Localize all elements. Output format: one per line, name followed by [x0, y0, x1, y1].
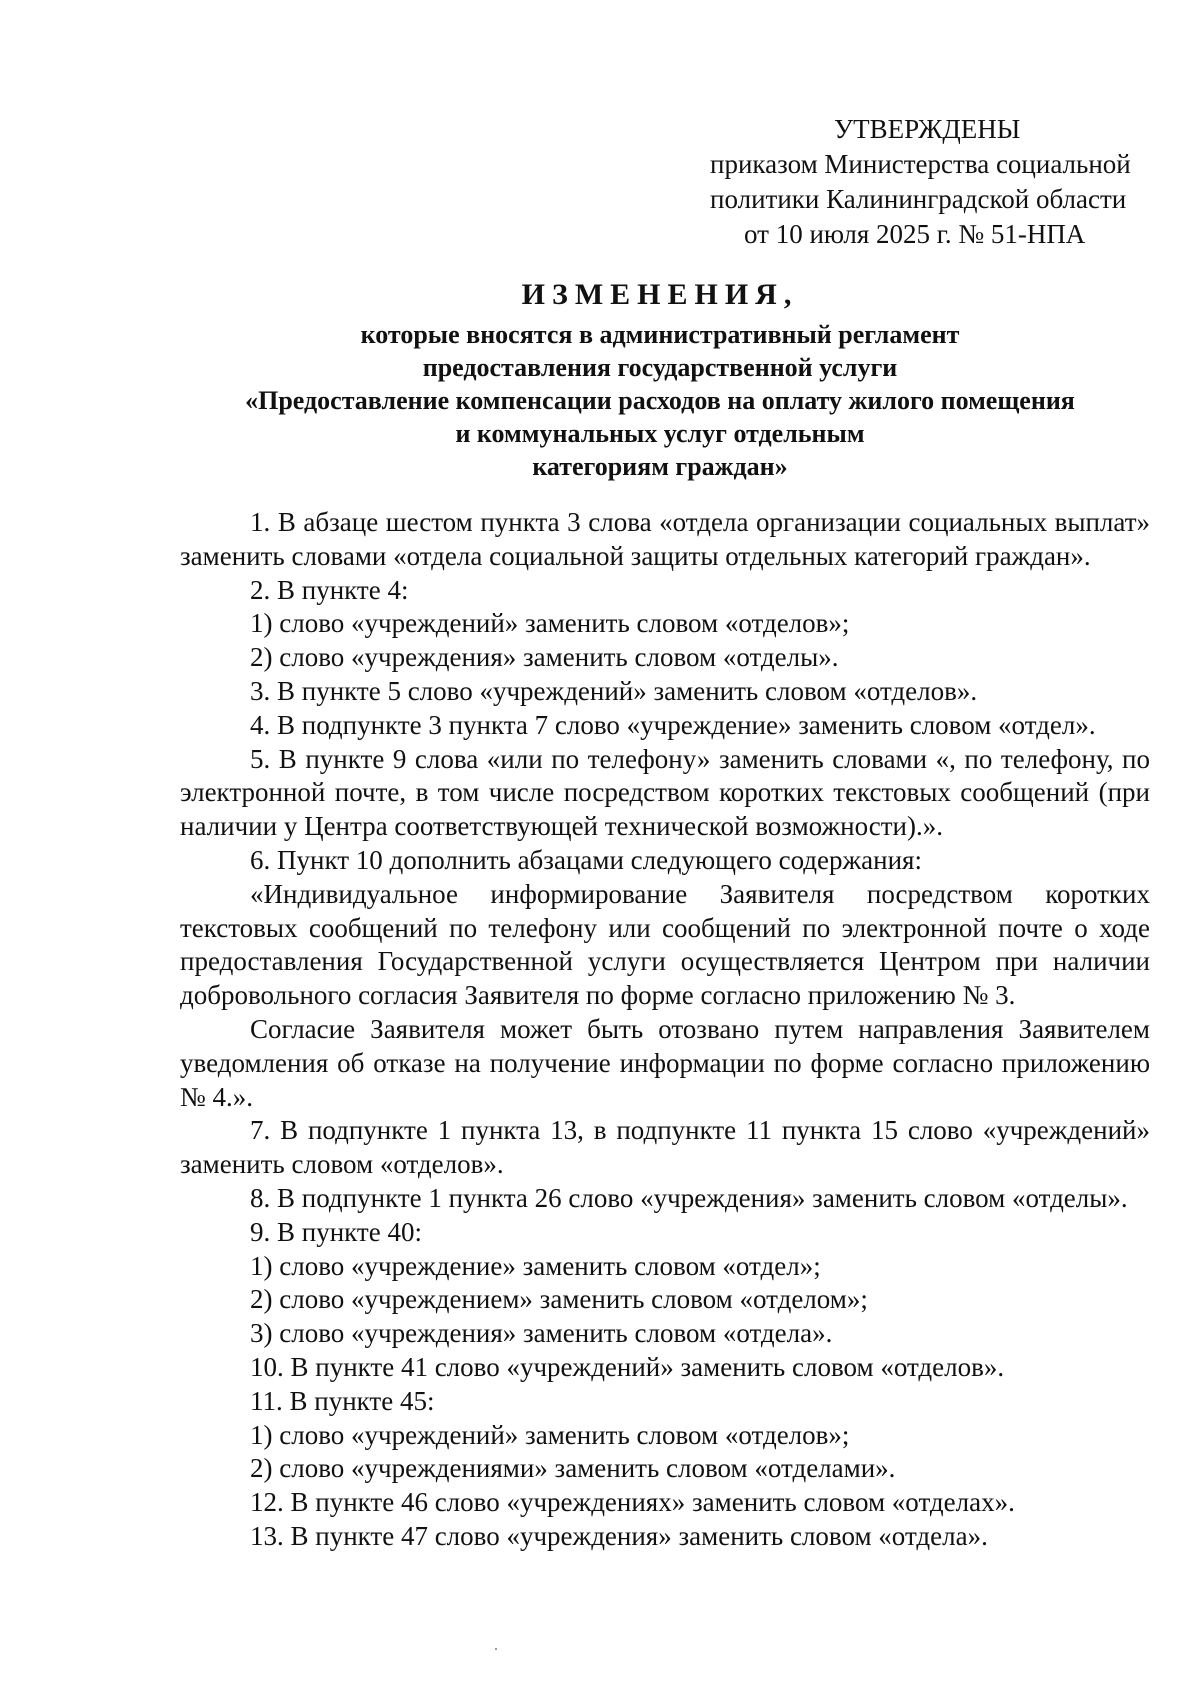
approval-ministry-line: политики Калининградской области	[710, 184, 1127, 214]
amendment-paragraph: 9. В пункте 40:	[250, 1216, 422, 1247]
amendment-paragraph: 5. В пункте 9 слова «или по телефону» заменить словами «, по телефону, по электронной почте, в том числе посредством коротких текстовых сообщений (при наличии у Центра соответствующей технической возможности).».	[180, 743, 1150, 842]
amendment-paragraph: 11. В пункте 45:	[250, 1385, 435, 1416]
document-subtitle-line: предоставления государственной услуги	[422, 353, 898, 382]
scan-speck	[495, 1648, 497, 1650]
document-subtitle-line: и коммунальных услуг отдельным	[455, 419, 865, 448]
amendment-subitem: 1) слово «учреждений» заменить словом «отделов»;	[250, 608, 850, 639]
amendment-paragraph: 4. В подпункте 3 пункта 7 слово «учреждение» заменить словом «отдел».	[250, 709, 1096, 740]
amendment-paragraph: 13. В пункте 47 слово «учреждения» заменить словом «отдела».	[250, 1520, 988, 1551]
approved-label: УТВЕРЖДЕНЫ	[834, 114, 1021, 144]
document-subtitle-line: категориям граждан»	[532, 452, 788, 481]
inserted-text-paragraph: «Индивидуальное информирование Заявителя посредством коротких текстовых сообщений по телефону или сообщений по электронной почте о ходе предоставления Государственной услуги осуществляется Центром при наличии добровольного согласия Заявителя по форме согласно приложению № 3.	[180, 878, 1150, 1011]
amendment-paragraph: 7. В подпункте 1 пункта 13, в подпункте 11 пункта 15 слово «учреждений» заменить словом «отделов».	[180, 1115, 1150, 1180]
approval-order-line: приказом Министерства социальной	[710, 149, 1131, 179]
amendment-paragraph: 1. В абзаце шестом пункта 3 слова «отдела организации социальных выплат» заменить словами «отдела социальной защиты отдельных категорий граждан».	[180, 507, 1150, 571]
amendment-paragraph: 6. Пункт 10 дополнить абзацами следующего содержания:	[250, 844, 922, 875]
amendment-subitem: 2) слово «учреждением» заменить словом «отделом»;	[250, 1284, 868, 1315]
amendment-paragraph: 12. В пункте 46 слово «учреждениях» заменить словом «отделах».	[250, 1487, 1015, 1518]
amendment-subitem: 2) слово «учреждениями» заменить словом «отделами».	[250, 1453, 896, 1484]
document-title: ИЗМЕНЕНИЯ,	[521, 278, 799, 311]
amendment-subitem: 3) слово «учреждения» заменить словом «отдела».	[250, 1318, 833, 1349]
amendment-paragraph: 3. В пункте 5 слово «учреждений» заменить словом «отделов».	[250, 675, 978, 706]
document-title-block	[150, 276, 1170, 483]
amendment-subitem: 1) слово «учреждений» заменить словом «отделов»;	[250, 1419, 850, 1450]
inserted-text-paragraph: Согласие Заявителя может быть отозвано путем направления Заявителем уведомления об отказе на получение информации по форме согласно приложению № 4.».	[180, 1013, 1150, 1112]
document-subtitle-line: «Предоставление компенсации расходов на оплату жилого помещения	[245, 386, 1075, 415]
document-body	[180, 506, 1150, 1554]
approval-date-line: от 10 июля 2025 г. № 51-НПА	[744, 219, 1086, 249]
approval-stamp-block	[710, 112, 1180, 252]
amendment-subitem: 2) слово «учреждения» заменить словом «отделы».	[250, 642, 839, 673]
amendment-paragraph: 10. В пункте 41 слово «учреждений» заменить словом «отделов».	[250, 1351, 1005, 1382]
document-subtitle-line: которые вносятся в административный регламент	[360, 320, 960, 349]
amendment-subitem: 1) слово «учреждение» заменить словом «отдел»;	[250, 1250, 821, 1281]
amendment-paragraph: 8. В подпункте 1 пункта 26 слово «учреждения» заменить словом «отделы».	[250, 1182, 1128, 1213]
amendment-paragraph: 2. В пункте 4:	[250, 574, 409, 605]
